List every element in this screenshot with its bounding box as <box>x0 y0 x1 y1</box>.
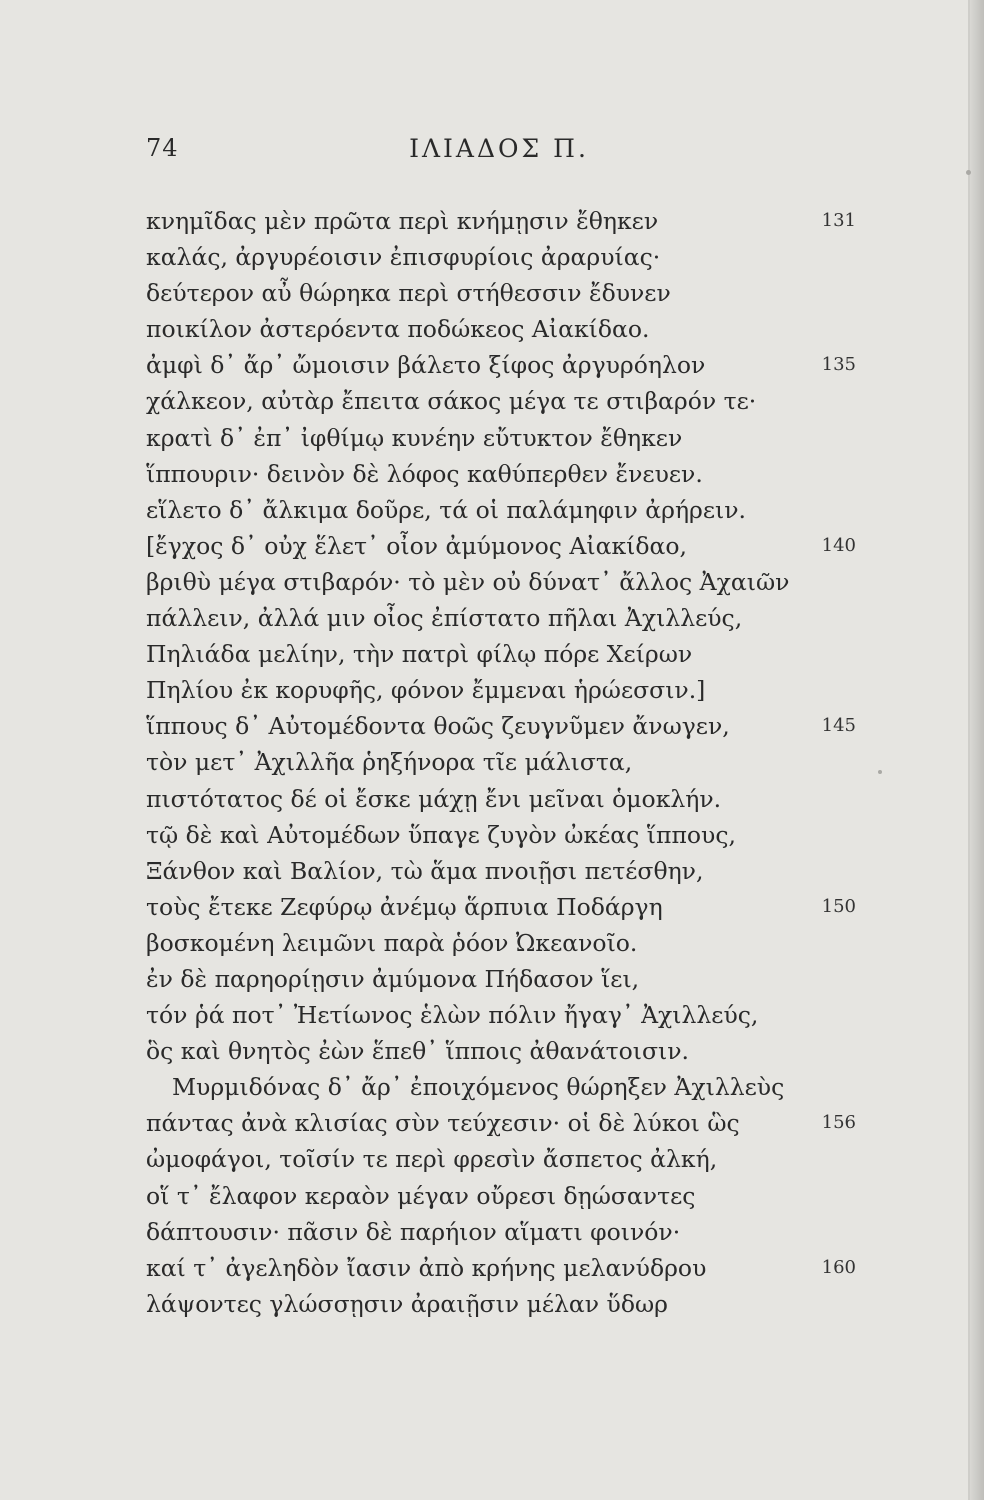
line-number: 156 <box>821 1112 856 1134</box>
verse-line <box>146 1250 856 1286</box>
verse-text: ὃς καὶ θνητὸς ἐὼν ἕπεθ᾽ ἵπποις ἀθανάτοισιν. <box>146 1037 689 1066</box>
verse-line <box>146 672 856 708</box>
verse-line <box>146 889 856 925</box>
paper-speck <box>878 770 882 774</box>
line-number: 135 <box>821 354 856 376</box>
verse-text: τοὺς ἔτεκε Ζεφύρῳ ἀνέμῳ ἅρπυια Ποδάργη <box>146 892 663 921</box>
verse-text: ὠμοφάγοι, τοῖσίν τε περὶ φρεσὶν ἄσπετος ἀλκή, <box>146 1145 718 1174</box>
verse-text: τόν ῥά ποτ᾽ Ἠετίωνος ἑλὼν πόλιν ἤγαγ᾽ Ἀχιλλεύς, <box>146 1001 759 1030</box>
verse-line <box>146 636 856 672</box>
verse-text: ποικίλον ἀστερόεντα ποδώκεος Αἰακίδαο. <box>146 315 650 344</box>
verse-text: Πηλιάδα μελίην, τὴν πατρὶ φίλῳ πόρε Χείρων <box>146 640 693 669</box>
verse-text: κρατὶ δ᾽ ἐπ᾽ ἰφθίμῳ κυνέην εὔτυκτον ἔθηκεν <box>146 423 683 452</box>
verse-text: καί τ᾽ ἀγεληδὸν ἴασιν ἀπὸ κρήνης μελανύδρου <box>146 1253 707 1282</box>
verse-text: πάντας ἀνὰ κλισίας σὺν τεύχεσιν· οἱ δὲ λύκοι ὣς <box>146 1109 740 1138</box>
verse-text: δεύτερον αὖ θώρηκα περὶ στήθεσσιν ἔδυνεν <box>146 279 671 308</box>
verse-text: Μυρμιδόνας δ᾽ ἄρ᾽ ἐποιχόμενος θώρηξεν Ἀχιλλεὺς <box>172 1073 785 1102</box>
verse-text: τὸν μετ᾽ Ἀχιλλῆα ῥηξήνορα τῖε μάλιστα, <box>146 748 633 777</box>
verse-text: ἵππουριν· δεινὸν δὲ λόφος καθύπερθεν ἔνευεν. <box>146 459 703 488</box>
verse-line <box>146 528 856 564</box>
running-title: ΙΛΙΑΔΟΣ Π. <box>409 134 589 163</box>
verse-line <box>146 961 856 997</box>
verse-text: πιστότατος δέ οἱ ἔσκε μάχῃ ἔνι μεῖναι ὁμοκλήν. <box>146 784 722 813</box>
line-number: 145 <box>821 715 856 737</box>
verse-line <box>146 708 856 744</box>
verse-lines <box>146 203 856 1322</box>
verse-text: τῷ δὲ καὶ Αὐτομέδων ὕπαγε ζυγὸν ὠκέας ἵππους, <box>146 820 736 849</box>
verse-text: βριθὺ μέγα στιβαρόν· τὸ μὲν οὐ δύνατ᾽ ἄλλος Ἀχαιῶν <box>146 567 790 596</box>
line-number: 160 <box>821 1256 856 1278</box>
verse-line <box>146 781 856 817</box>
verse-text: λάψοντες γλώσσῃσιν ἀραιῇσιν μέλαν ὕδωρ <box>146 1289 668 1318</box>
paper-speck <box>966 170 971 175</box>
verse-text: κνημῖδας μὲν πρῶτα περὶ κνήμῃσιν ἔθηκεν <box>146 207 659 235</box>
verse-line <box>146 456 856 492</box>
verse-text: ἐν δὲ παρηορίῃσιν ἀμύμονα Πήδασον ἵει, <box>146 964 640 993</box>
verse-text: Πηλίου ἐκ κορυφῆς, φόνον ἔμμεναι ἡρώεσσιν.] <box>146 676 706 705</box>
verse-line <box>146 817 856 853</box>
verse-text: πάλλειν, ἀλλά μιν οἶος ἐπίστατο πῆλαι Ἀχιλλεύς, <box>146 604 743 633</box>
verse-line <box>146 1105 856 1141</box>
verse-line <box>146 203 856 239</box>
verse-line <box>146 492 856 528</box>
verse-line <box>146 347 856 383</box>
verse-line <box>146 1214 856 1250</box>
line-number: 150 <box>821 895 856 917</box>
page-number: 74 <box>146 134 179 162</box>
line-number: 140 <box>821 534 856 556</box>
verse-line <box>146 239 856 275</box>
verse-text: δάπτουσιν· πᾶσιν δὲ παρήιον αἵματι φοινόν· <box>146 1217 681 1246</box>
verse-line <box>146 420 856 456</box>
verse-text: βοσκομένη λειμῶνι παρὰ ῥόον Ὠκεανοῖο. <box>146 928 638 957</box>
verse-text: ἵππους δ᾽ Αὐτομέδοντα θοῶς ζευγνῦμεν ἄνωγεν, <box>146 712 730 741</box>
page-header <box>146 134 852 174</box>
verse-line <box>146 383 856 419</box>
verse-line <box>146 1141 856 1177</box>
verse-line <box>146 564 856 600</box>
verse-line <box>146 600 856 636</box>
page-edge <box>970 0 984 1500</box>
verse-line <box>146 1033 856 1069</box>
verse-text: ἀμφὶ δ᾽ ἄρ᾽ ὤμοισιν βάλετο ξίφος ἀργυρόηλον <box>146 351 706 380</box>
verse-text: εἵλετο δ᾽ ἄλκιμα δοῦρε, τά οἱ παλάμηφιν ἀρήρειν. <box>146 495 746 524</box>
verse-text: καλάς, ἀργυρέοισιν ἐπισφυρίοις ἀραρυίας· <box>146 243 661 272</box>
verse-line <box>146 1069 856 1105</box>
verse-line <box>146 997 856 1033</box>
verse-line <box>146 1286 856 1322</box>
verse-line <box>146 275 856 311</box>
verse-text: [ἔγχος δ᾽ οὐχ ἕλετ᾽ οἶον ἀμύμονος Αἰακίδαο, <box>146 531 688 560</box>
verse-line <box>146 1178 856 1214</box>
verse-text: οἵ τ᾽ ἔλαφον κεραὸν μέγαν οὔρεσι δῃώσαντες <box>146 1181 696 1210</box>
verse-line <box>146 311 856 347</box>
verse-line <box>146 853 856 889</box>
verse-line <box>146 744 856 780</box>
verse-text: χάλκεον, αὐτὰρ ἔπειτα σάκος μέγα τε στιβαρόν τε· <box>146 387 757 416</box>
verse-text: Ξάνθον καὶ Βαλίον, τὼ ἅμα πνοιῇσι πετέσθην, <box>146 856 704 885</box>
verse-line <box>146 925 856 961</box>
line-number: 131 <box>821 210 856 231</box>
